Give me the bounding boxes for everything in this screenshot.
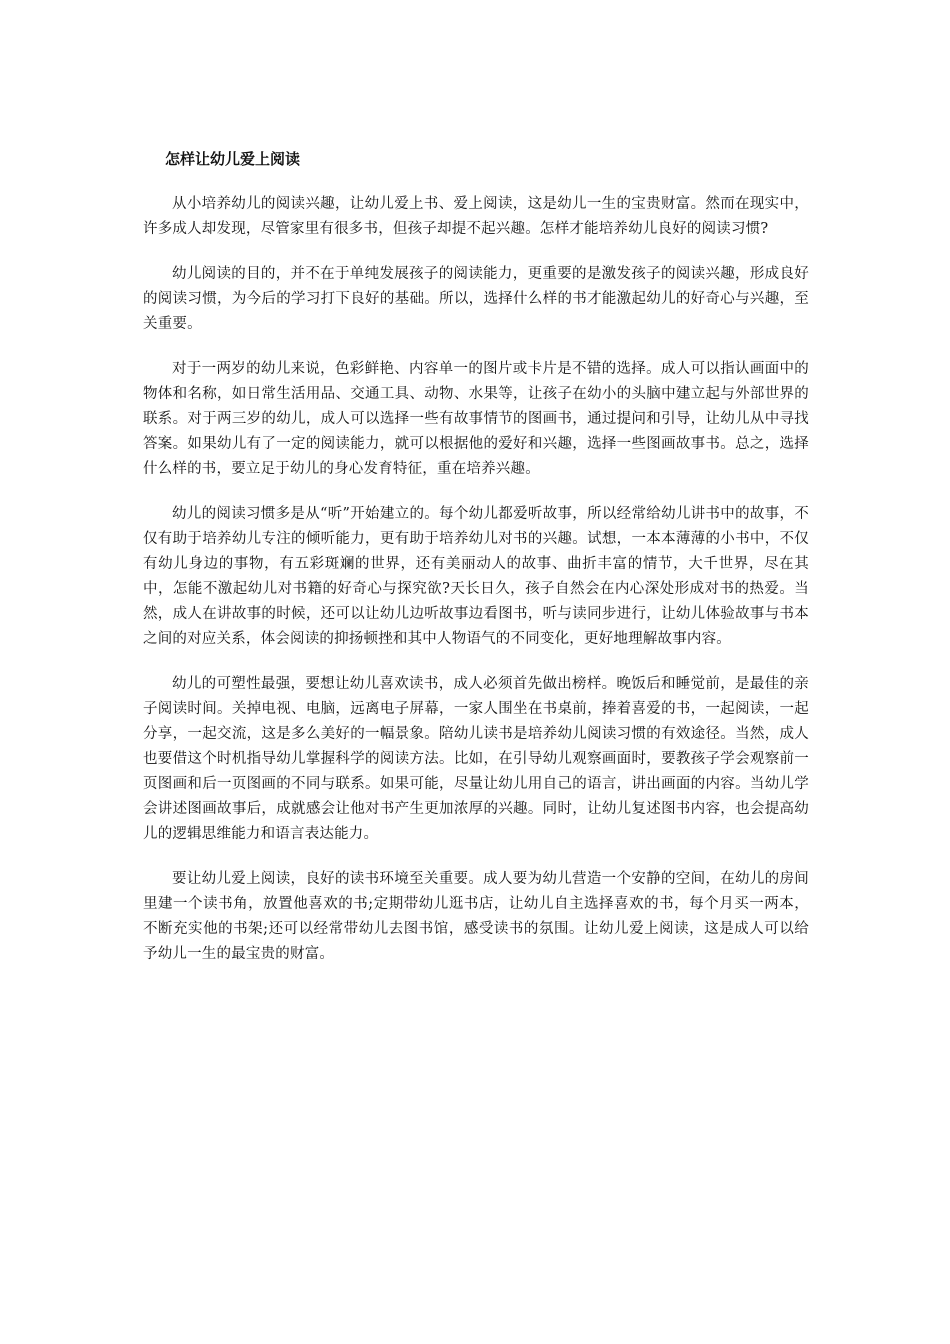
paragraph-5: 幼儿的可塑性最强，要想让幼儿喜欢读书，成人必须首先做出榜样。晚饭后和睡觉前，是最佳的亲子阅读时间。关掉电视、电脑，远离电子屏幕，一家人围坐在书桌前，捧着喜爱的书，一起阅读，一起分享，一起交流，这是多么美好的一幅景象。陪幼儿读书是培养幼儿阅读习惯的有效途径。当然，成人也要借这个时机指导幼儿掌握科学的阅读方法。比如，在引导幼儿观察画面时，要教孩子学会观察前一页图画和后一页图画的不同与联系。如果可能，尽量让幼儿用自己的语言，讲出画面的内容。当幼儿学会讲述图画故事后，成就感会让他对书产生更加浓厚的兴趣。同时，让幼儿复述图书内容，也会提高幼儿的逻辑思维能力和语言表达能力。 bbox=[143, 676, 809, 842]
paragraph-2: 幼儿阅读的目的，并不在于单纯发展孩子的阅读能力，更重要的是激发孩子的阅读兴趣，形成良好的阅读习惯，为今后的学习打下良好的基础。所以，选择什么样的书才能激起幼儿的好奇心与兴趣，至关重要。 bbox=[143, 266, 809, 332]
document-page bbox=[143, 148, 809, 967]
article-title: 怎样让幼儿爱上阅读 bbox=[165, 150, 301, 168]
paragraph-4: 幼儿的阅读习惯多是从“听”开始建立的。每个幼儿都爱听故事，所以经常给幼儿讲书中的故事，不仅有助于培养幼儿专注的倾听能力，更有助于培养幼儿对书的兴趣。试想，一本本薄薄的小书中，不仅有幼儿身边的事物，有五彩斑斓的世界，还有美丽动人的故事、曲折丰富的情节，大千世界，尽在其中，怎能不激起幼儿对书籍的好奇心与探究欲?天长日久，孩子自然会在内心深处形成对书的热爱。当然，成人在讲故事的时候，还可以让幼儿边听故事边看图书，听与读同步进行，让幼儿体验故事与书本之间的对应关系，体会阅读的抑扬顿挫和其中人物语气的不同变化，更好地理解故事内容。 bbox=[143, 506, 809, 647]
paragraph-6: 要让幼儿爱上阅读，良好的读书环境至关重要。成人要为幼儿营造一个安静的空间，在幼儿的房间里建一个读书角，放置他喜欢的书;定期带幼儿逛书店，让幼儿自主选择喜欢的书，每个月买一两本，不断充实他的书架;还可以经常带幼儿去图书馆，感受读书的氛围。让幼儿爱上阅读，这是成人可以给予幼儿一生的最宝贵的财富。 bbox=[143, 871, 809, 962]
paragraph-3: 对于一两岁的幼儿来说，色彩鲜艳、内容单一的图片或卡片是不错的选择。成人可以指认画面中的物体和名称，如日常生活用品、交通工具、动物、水果等，让孩子在幼小的头脑中建立起与外部世界的联系。对于两三岁的幼儿，成人可以选择一些有故事情节的图画书，通过提问和引导，让幼儿从中寻找答案。如果幼儿有了一定的阅读能力，就可以根据他的爱好和兴趣，选择一些图画故事书。总之，选择什么样的书，要立足于幼儿的身心发育特征，重在培养兴趣。 bbox=[143, 361, 809, 477]
paragraph-1: 从小培养幼儿的阅读兴趣，让幼儿爱上书、爱上阅读，这是幼儿一生的宝贵财富。然而在现实中，许多成人却发现，尽管家里有很多书，但孩子却提不起兴趣。怎样才能培养幼儿良好的阅读习惯? bbox=[143, 196, 809, 237]
